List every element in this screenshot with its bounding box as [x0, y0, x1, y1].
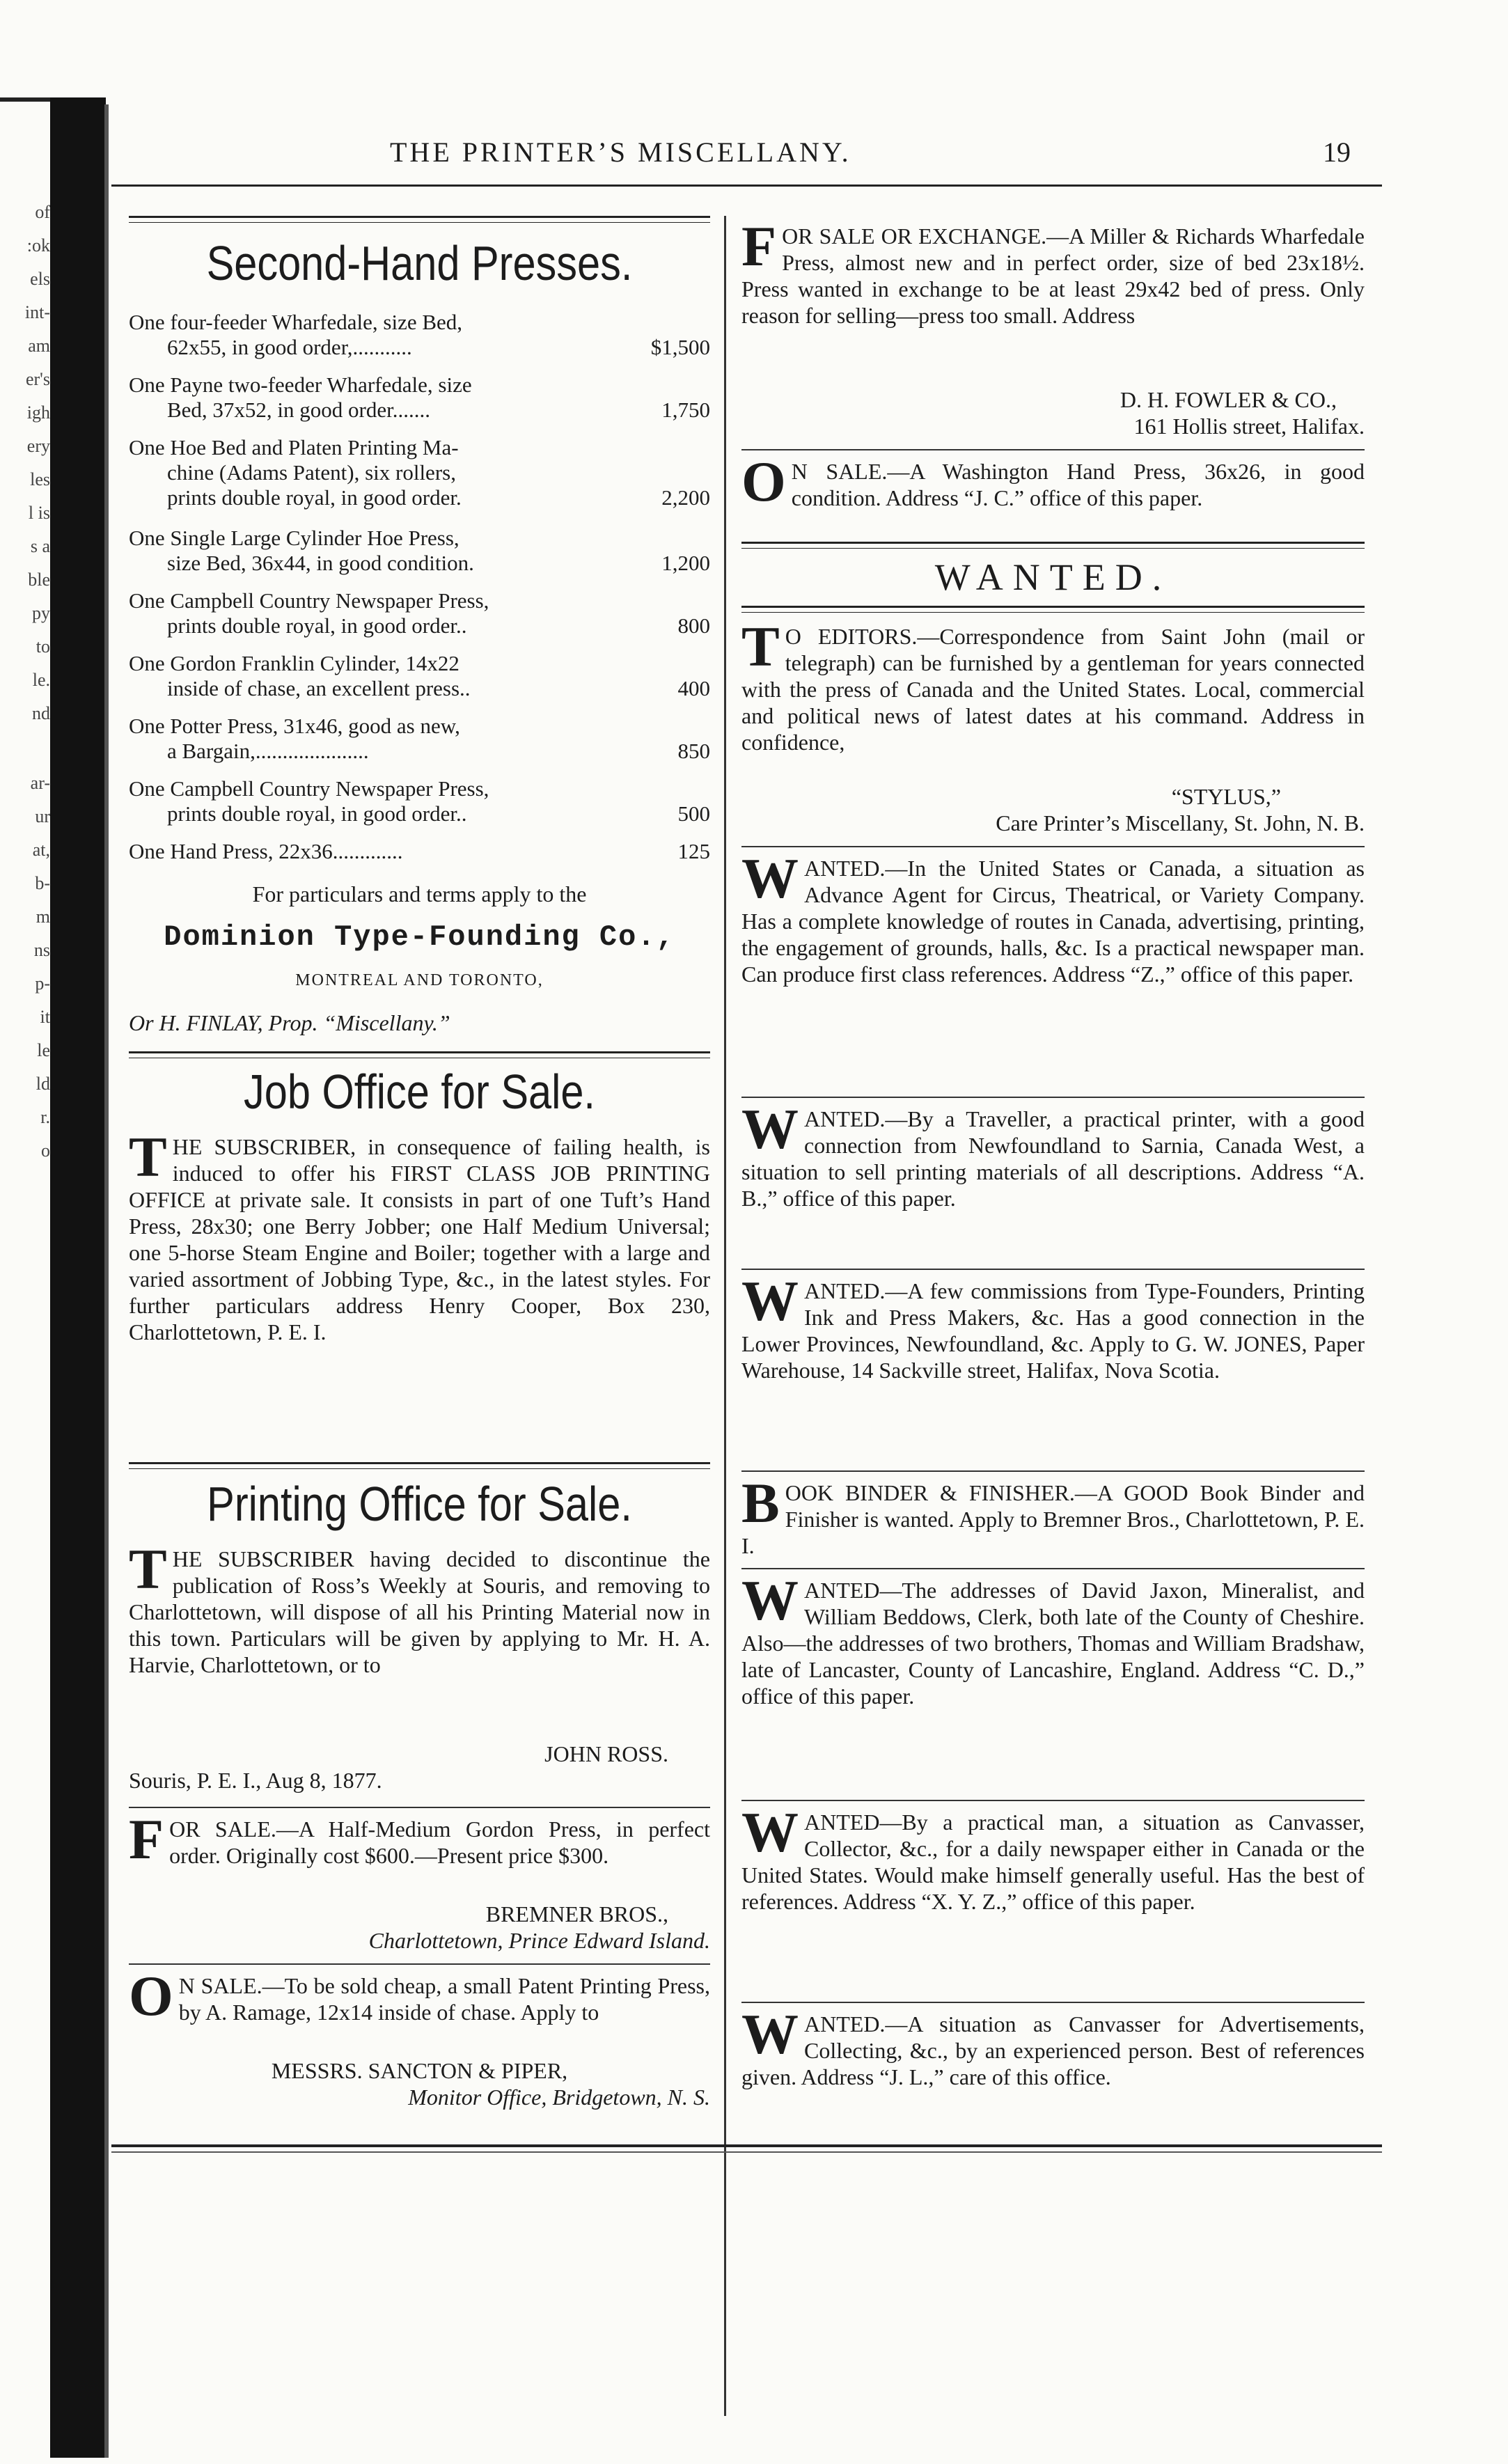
alternate-contact: Or H. FINLAY, Prop. “Miscellany.” [129, 1010, 450, 1035]
apply-line: For particulars and terms apply to the [252, 881, 587, 907]
wanted-ad-text: OOK BINDER & FINISHER.—A GOOD Book Binder and Finisher is wanted. Apply to Bremner Bros., Charlottetown, P. E. I. [741, 1480, 1365, 1558]
bottom-rule-thin [111, 2151, 1382, 2153]
street-address: 161 Hollis street, Halifax. [1133, 414, 1365, 439]
drop-cap: W [741, 1097, 799, 1161]
facing-page-fragment: les [30, 469, 50, 489]
care-line: Care Printer’s Miscellany, St. John, N. B. [996, 810, 1365, 835]
press-item-line: One Payne two-feeder Wharfedale, size [129, 372, 472, 397]
facing-page-fragment: ur [35, 806, 50, 826]
facing-page-fragment: py [32, 603, 50, 623]
divider [741, 1269, 1365, 1270]
divider [741, 1470, 1365, 1472]
washington-body [741, 450, 1365, 542]
facing-page-fragments [0, 202, 50, 1174]
printing-office-text: HE SUBSCRIBER having decided to discontinue the publication of Ross’s Weekly at Souris, and removing to Charlottetown, will dispose of all his Printing Material now in this town. Particulars will be given by applying to Mr. H. A. Harvie, Charlottetown, or to [129, 1546, 710, 1677]
facing-page-fragment: r. [40, 1107, 50, 1127]
press-item [129, 651, 710, 701]
press-item [129, 839, 710, 864]
wanted-ad [741, 2002, 1365, 2122]
drop-cap: F [129, 1807, 164, 1871]
press-item [129, 588, 710, 638]
facing-page-fragment: l is [28, 503, 50, 523]
drop-cap: O [741, 450, 786, 513]
place: Charlottetown, Prince Edward Island. [368, 1928, 710, 1953]
on-sale-body [129, 1964, 710, 2056]
job-office-body [129, 1125, 710, 1454]
wanted-ad-text: ANTED.—A situation as Canvasser for Advertisements, Collecting, &c., by an experienced person. Best of references given. Address “J. L.,” care of this office. [741, 2011, 1365, 2089]
drop-cap: F [741, 214, 777, 278]
press-item-line: One Hoe Bed and Platen Printing Ma- [129, 435, 459, 460]
section-rule [741, 542, 1365, 549]
book-binding [50, 97, 106, 2458]
divider [741, 1800, 1365, 1801]
drop-cap: T [129, 1537, 167, 1601]
company-name: Dominion Type-Founding Co., [164, 920, 675, 954]
wanted-ad [741, 1569, 1365, 1793]
facing-page-fragment: o [41, 1140, 50, 1161]
facing-page-fragment: ery [26, 436, 50, 456]
press-item [129, 526, 710, 576]
divider [741, 846, 1365, 847]
facing-page-fragment: le [37, 1040, 50, 1060]
facing-page-fragment: ld [36, 1074, 50, 1094]
drop-cap: W [741, 1269, 799, 1333]
facing-page-fragment: els [30, 269, 50, 289]
press-price: 1,750 [661, 398, 710, 422]
drop-cap: T [129, 1125, 167, 1188]
binding-edge [104, 104, 109, 2458]
press-item-line: inside of chase, an excellent press.. [167, 676, 471, 700]
page [111, 129, 1382, 2437]
press-item-line: One Campbell Country Newspaper Press, [129, 776, 489, 801]
washington-text: N SALE.—A Washington Hand Press, 36x26, in good condition. Address “J. C.” office of this paper. [791, 459, 1365, 510]
section-rule [129, 1051, 710, 1058]
press-item-line: Bed, 37x52, in good order....... [167, 398, 430, 422]
for-sale-text: OR SALE.—A Half-Medium Gordon Press, in perfect order. Originally cost $600.—Present price $300. [169, 1816, 710, 1868]
for-sale-body [129, 1807, 710, 1899]
press-item-line: prints double royal, in good order.. [167, 613, 467, 638]
editors-body [741, 615, 1365, 783]
signature: D. H. FOWLER & CO., [1120, 387, 1337, 412]
job-office-text: HE SUBSCRIBER, in consequence of failing health, is induced to offer his FIRST CLASS JOB PRINTING OFFICE at private sale. It consists in part of one Tuft’s Hand Press, 28x30; one Berry Jobber; one Half Medium Universal; one 5-horse Steam Engine and Boiler; together with a large and varied assortment of Jobbing Type, &c., in the latest styles. For further particulars address Henry Cooper, Box 230, Charlottetown, P. E. I. [129, 1134, 710, 1344]
drop-cap: W [741, 1569, 799, 1632]
press-item [129, 714, 710, 764]
company-cities: MONTREAL AND TORONTO, [295, 971, 544, 989]
on-sale-text: N SALE.—To be sold cheap, a small Patent Printing Press, by A. Ramage, 12x14 inside of chase. Apply to [178, 1973, 710, 2025]
facing-page-fragment: to [36, 636, 50, 657]
facing-page-rule [0, 97, 56, 102]
facing-page-fragment: le. [32, 670, 50, 690]
facing-page-fragment: :ok [26, 235, 50, 256]
divider [741, 449, 1365, 450]
facing-page-fragment: m [36, 907, 50, 927]
divider [129, 1807, 710, 1808]
drop-cap: W [741, 847, 799, 910]
place: Monitor Office, Bridgetown, N. S. [408, 2085, 710, 2110]
dateline: Souris, P. E. I., Aug 8, 1877. [129, 1768, 382, 1793]
press-price: 2,200 [661, 485, 710, 510]
press-item-line: One Campbell Country Newspaper Press, [129, 588, 489, 613]
divider [741, 2002, 1365, 2003]
press-price: $1,500 [650, 335, 710, 359]
drop-cap: T [741, 615, 780, 678]
press-price: 850 [677, 739, 710, 763]
facing-page-fragment: am [28, 336, 50, 356]
facing-page-fragment: s a [30, 536, 50, 556]
facing-page-fragment: at, [32, 840, 50, 860]
facing-page-fragment: b- [35, 873, 50, 893]
drop-cap: W [741, 1800, 799, 1864]
wanted-ad [741, 1097, 1365, 1266]
divider [129, 1963, 710, 1965]
signature: JOHN ROSS. [544, 1741, 668, 1766]
header-rule [111, 185, 1382, 187]
page-title: THE PRINTER’S MISCELLANY. [390, 136, 851, 168]
facing-page-fragment: it [40, 1007, 50, 1027]
facing-page-fragment: ble [28, 570, 50, 590]
press-item-line: One Single Large Cylinder Hoe Press, [129, 526, 460, 550]
section-rule [129, 216, 710, 223]
printing-office-body [129, 1537, 710, 1734]
wanted-ad-text: ANTED.—A few commissions from Type-Founders, Printing Ink and Press Makers, &c. Has a good connection in the Lower Provinces, Newfoundland, &c. Apply to G. W. JONES, Paper Warehouse, 14 Sackville street, Halifax, Nova Scotia. [741, 1278, 1365, 1383]
press-item-line: One Gordon Franklin Cylinder, 14x22 [129, 651, 460, 675]
second-hand-heading: Second-Hand Presses. [206, 236, 633, 290]
facing-page-fragment: ns [33, 940, 50, 960]
wanted-ad-text: ANTED.—By a Traveller, a practical printer, with a good connection from Newfoundland to Sarnia, Canada West, a situation to sell printing materials of all descriptions. Address “A. B.,” office of this paper. [741, 1106, 1365, 1211]
press-item-line: One Potter Press, 31x46, good as new, [129, 714, 460, 738]
section-rule [741, 606, 1365, 613]
section-rule [129, 1462, 710, 1469]
facing-page-fragment: p- [35, 973, 50, 994]
editors-text: O EDITORS.—Correspondence from Saint John (mail or telegraph) can be furnished by a gentleman for years connected with the press of Canada and the United States. Local, commercial and political news of latest dates at his command. Address in confidence, [741, 624, 1365, 755]
press-price: 500 [677, 801, 710, 826]
drop-cap: O [129, 1964, 173, 2027]
press-price: 1,200 [661, 551, 710, 575]
press-item-line: size Bed, 36x44, in good condition. [167, 551, 474, 575]
press-item [129, 310, 710, 360]
press-item [129, 435, 710, 510]
wanted-ad [741, 1800, 1365, 1997]
press-item-line: prints double royal, in good order.. [167, 801, 467, 826]
job-office-heading: Job Office for Sale. [244, 1065, 595, 1119]
signature: “STYLUS,” [1171, 784, 1281, 809]
for-sale-exchange-body [741, 214, 1365, 383]
wanted-ad [741, 1269, 1365, 1466]
running-head [111, 136, 1382, 185]
wanted-ad [741, 847, 1365, 1092]
wanted-heading: WANTED. [934, 556, 1172, 598]
wanted-ad-text: ANTED—By a practical man, a situation as Canvasser, Collector, &c., for a daily newspaper either in Canada or the United States. Would make himself generally useful. Has the best of references. Address “X. Y. Z.,” office of this paper. [741, 1810, 1365, 1914]
press-price: 800 [677, 613, 710, 638]
press-item-line: 62x55, in good order,........... [167, 335, 412, 359]
press-price: 125 [677, 839, 710, 863]
wanted-ad-text: ANTED.—In the United States or Canada, a situation as Advance Agent for Circus, Theatrical, or Variety Company. Has a complete knowledge of routes in Canada, advertising, printing, the engagement of grounds, halls, &c. Is a practical newspaper man. Can produce first class references. Address “Z.,” office of this paper. [741, 856, 1365, 987]
signature: MESSRS. SANCTON & PIPER, [271, 2058, 568, 2083]
divider [741, 1097, 1365, 1098]
facing-page-fragment: ar- [30, 773, 50, 793]
press-item-line: a Bargain,..................... [167, 739, 369, 763]
divider [741, 1568, 1365, 1569]
bottom-rule [111, 2144, 1382, 2147]
page-number: 19 [1323, 136, 1351, 168]
press-item [129, 372, 710, 423]
press-price: 400 [677, 676, 710, 700]
wanted-ad [741, 1471, 1365, 1563]
wanted-ad-text: ANTED—The addresses of David Jaxon, Mineralist, and William Beddows, Clerk, both late of the County of Cheshire. Also—the addresses of two brothers, Thomas and William Bradshaw, late of Lancaster, County of Lancashire, England. Address “C. D.,” office of this paper. [741, 1578, 1365, 1709]
press-item-line: chine (Adams Patent), six rollers, [167, 460, 456, 485]
drop-cap: B [741, 1471, 780, 1535]
for-sale-exchange-text: OR SALE OR EXCHANGE.—A Miller & Richards Wharfedale Press, almost new and in perfect order, size of bed 23x18½. Press wanted in exchange to be at least 29x42 bed of press. Only reason for selling—press too small. Address [741, 223, 1365, 328]
signature: BREMNER BROS., [485, 1901, 668, 1927]
press-item-line: prints double royal, in good order. [167, 485, 462, 510]
press-item [129, 776, 710, 826]
facing-page-fragment: nd [32, 703, 50, 723]
facing-page-fragment: igh [26, 402, 50, 423]
facing-page-fragment: of [35, 202, 50, 222]
column-rule [724, 216, 726, 2416]
press-item-line: One Hand Press, 22x36............. [129, 839, 403, 863]
drop-cap: W [741, 2002, 799, 2066]
facing-page-fragment: er's [25, 369, 50, 389]
printing-office-heading: Printing Office for Sale. [207, 1477, 632, 1531]
facing-page-fragment: int- [24, 302, 50, 322]
press-item-line: One four-feeder Wharfedale, size Bed, [129, 310, 463, 334]
